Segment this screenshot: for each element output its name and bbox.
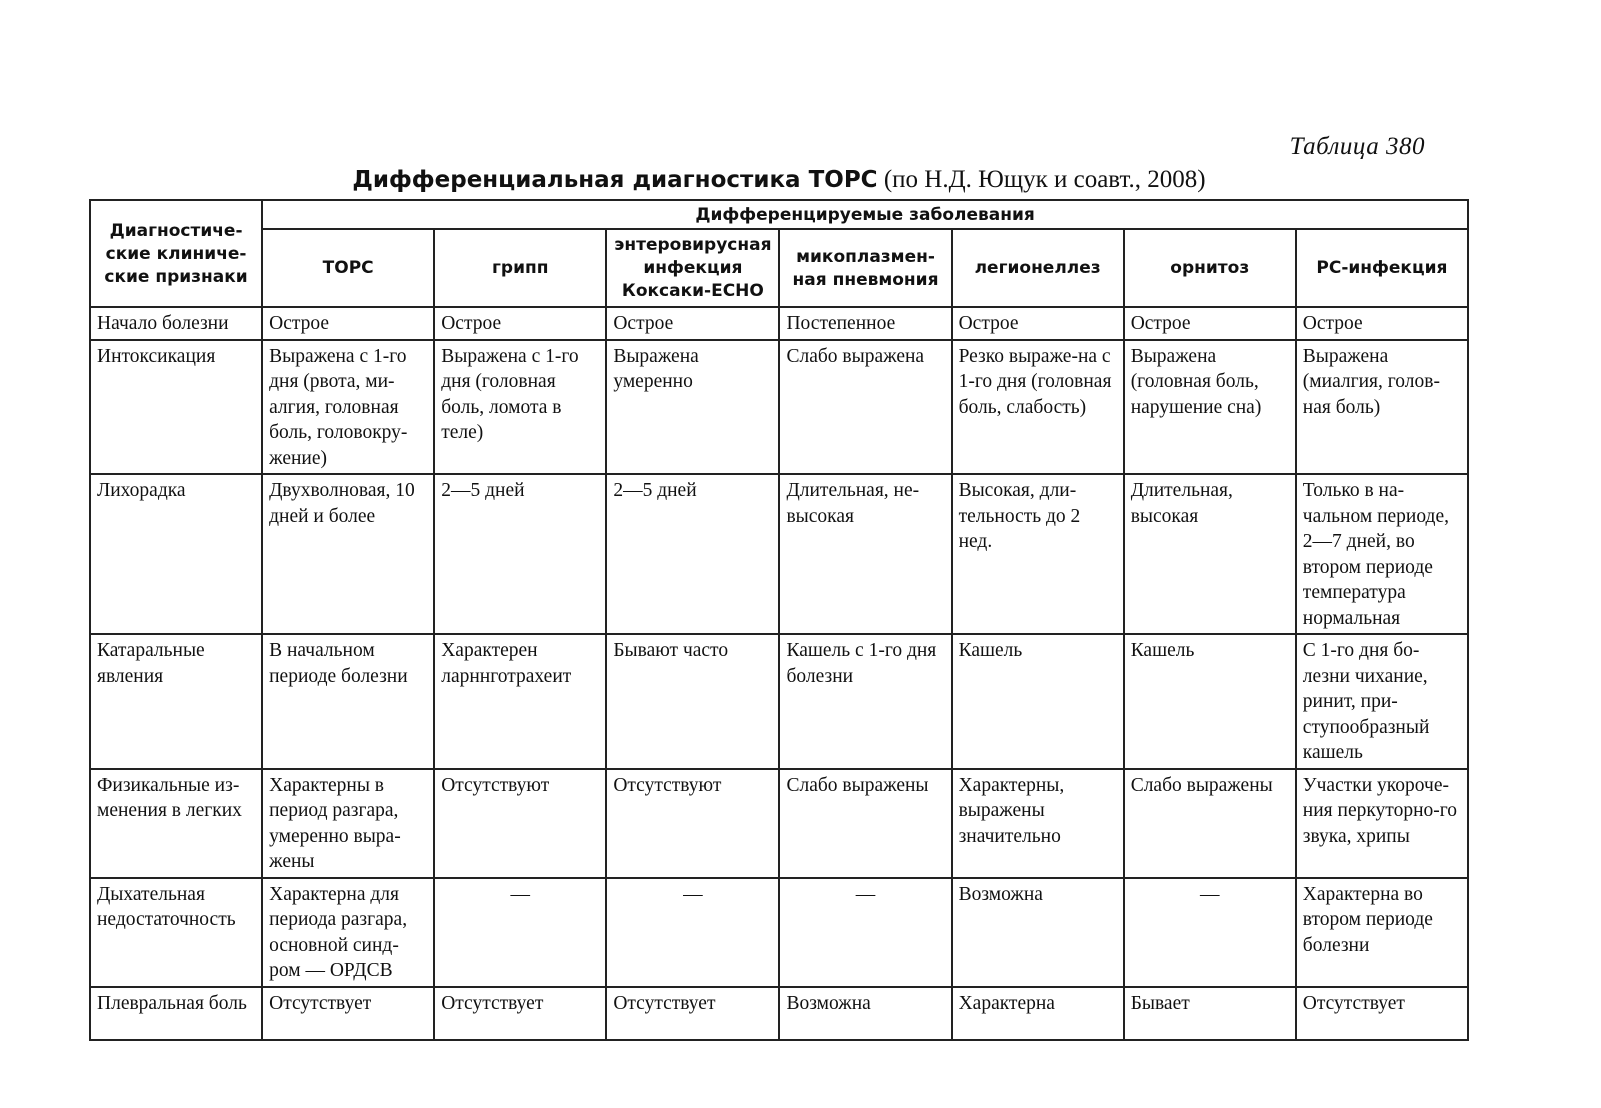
row-label: Плевральная боль xyxy=(90,987,262,1040)
table-cell: Характерна во втором периоде болезни xyxy=(1296,878,1468,987)
table-cell: Слабо выражены xyxy=(1124,769,1296,878)
header-row-group xyxy=(90,200,1468,229)
table-cell: Двухволновая, 10 дней и более xyxy=(262,474,434,634)
table-cell: Острое xyxy=(952,307,1124,340)
table-row xyxy=(90,340,1468,475)
table-cell: Острое xyxy=(262,307,434,340)
row-label: Катаральные явления xyxy=(90,634,262,769)
table-row xyxy=(90,878,1468,987)
table-cell: Участки укороче-ния перкуторно-го звука, хрипы xyxy=(1296,769,1468,878)
table-cell: Только в на-чальном периоде, 2—7 дней, во втором периоде температура нормальная xyxy=(1296,474,1468,634)
table-cell: — xyxy=(779,878,951,987)
table-title-source: (по Н.Д. Ющук и соавт., 2008) xyxy=(877,166,1206,193)
row-label: Интоксикация xyxy=(90,340,262,475)
table-cell: Слабо выражены xyxy=(779,769,951,878)
table-cell: 2—5 дней xyxy=(434,474,606,634)
table-cell: Возможна xyxy=(779,987,951,1040)
table-cell: Длительная, не-высокая xyxy=(779,474,951,634)
table-cell: — xyxy=(606,878,779,987)
table-cell: В начальном периоде болезни xyxy=(262,634,434,769)
table-cell: Характерна xyxy=(952,987,1124,1040)
table-cell: Бывает xyxy=(1124,987,1296,1040)
table-title xyxy=(89,166,1469,194)
table-cell: Возможна xyxy=(952,878,1124,987)
table-cell: Кашель xyxy=(1124,634,1296,769)
table-cell: Отсутствуют xyxy=(434,769,606,878)
table-cell: Острое xyxy=(1124,307,1296,340)
table-cell: Слабо выражена xyxy=(779,340,951,475)
table-cell: Отсутствуют xyxy=(606,769,779,878)
table-row xyxy=(90,634,1468,769)
header-col-legionellosis: легионеллез xyxy=(952,229,1124,307)
row-label: Дыхательная недостаточность xyxy=(90,878,262,987)
header-col-flu: грипп xyxy=(434,229,606,307)
table-cell: Характерны в период разгара, умеренно выра-жены xyxy=(262,769,434,878)
table-cell: Острое xyxy=(606,307,779,340)
table-cell: Резко выраже-на с 1-го дня (головная боль, слабость) xyxy=(952,340,1124,475)
table-cell: Отсутствует xyxy=(606,987,779,1040)
table-cell: Постепенное xyxy=(779,307,951,340)
table-cell: Кашель с 1-го дня болезни xyxy=(779,634,951,769)
table-cell: Выражена (головная боль, нарушение сна) xyxy=(1124,340,1296,475)
table-cell: — xyxy=(434,878,606,987)
table-cell: Острое xyxy=(434,307,606,340)
table-number: Таблица 380 xyxy=(1289,133,1425,160)
table-cell: Выражена с 1-го дня (рвота, ми-алгия, головная боль, головокру-жение) xyxy=(262,340,434,475)
table-cell: Характерен ларннготрахеит xyxy=(434,634,606,769)
table-cell: Длительная, высокая xyxy=(1124,474,1296,634)
table-cell: Характерна для периода разгара, основной синд-ром — ОРДСВ xyxy=(262,878,434,987)
header-group-label: Дифференцируемые заболевания xyxy=(262,200,1468,229)
row-label: Лихорадка xyxy=(90,474,262,634)
row-label: Физикальные из-менения в легких xyxy=(90,769,262,878)
header-col-ornithosis: орнитоз xyxy=(1124,229,1296,307)
table-cell: Кашель xyxy=(952,634,1124,769)
table-cell: Острое xyxy=(1296,307,1468,340)
table-cell: Отсутствует xyxy=(1296,987,1468,1040)
table-cell: Выражена умеренно xyxy=(606,340,779,475)
table-cell: С 1-го дня бо-лезни чихание, ринит, при-ступообразный кашель xyxy=(1296,634,1468,769)
table-cell: Характерны, выражены значительно xyxy=(952,769,1124,878)
table-row xyxy=(90,307,1468,340)
table-row xyxy=(90,987,1468,1040)
header-col-tors: ТОРС xyxy=(262,229,434,307)
table-row xyxy=(90,769,1468,878)
differential-diagnosis-table xyxy=(89,199,1469,1041)
header-col-mycoplasma: микоплазмен-ная пневмония xyxy=(779,229,951,307)
table-cell: — xyxy=(1124,878,1296,987)
header-col-rs-infection: РС-инфекция xyxy=(1296,229,1468,307)
table-cell: Отсутствует xyxy=(262,987,434,1040)
table-cell: Выражена (миалгия, голов-ная боль) xyxy=(1296,340,1468,475)
table-cell: 2—5 дней xyxy=(606,474,779,634)
table-row xyxy=(90,474,1468,634)
table-title-main: Дифференциальная диагностика ТОРС xyxy=(352,167,878,193)
row-label: Начало болезни xyxy=(90,307,262,340)
table-cell: Бывают часто xyxy=(606,634,779,769)
table-cell: Высокая, дли-тельность до 2 нед. xyxy=(952,474,1124,634)
table-cell: Отсутствует xyxy=(434,987,606,1040)
header-row-label: Диагностиче-ские клиниче-ские признаки xyxy=(90,200,262,307)
header-col-enterovirus: энтеровирусная инфекция Коксаки-ЕСНО xyxy=(606,229,779,307)
header-row-columns xyxy=(90,229,1468,307)
table-cell: Выражена с 1-го дня (головная боль, ломота в теле) xyxy=(434,340,606,475)
